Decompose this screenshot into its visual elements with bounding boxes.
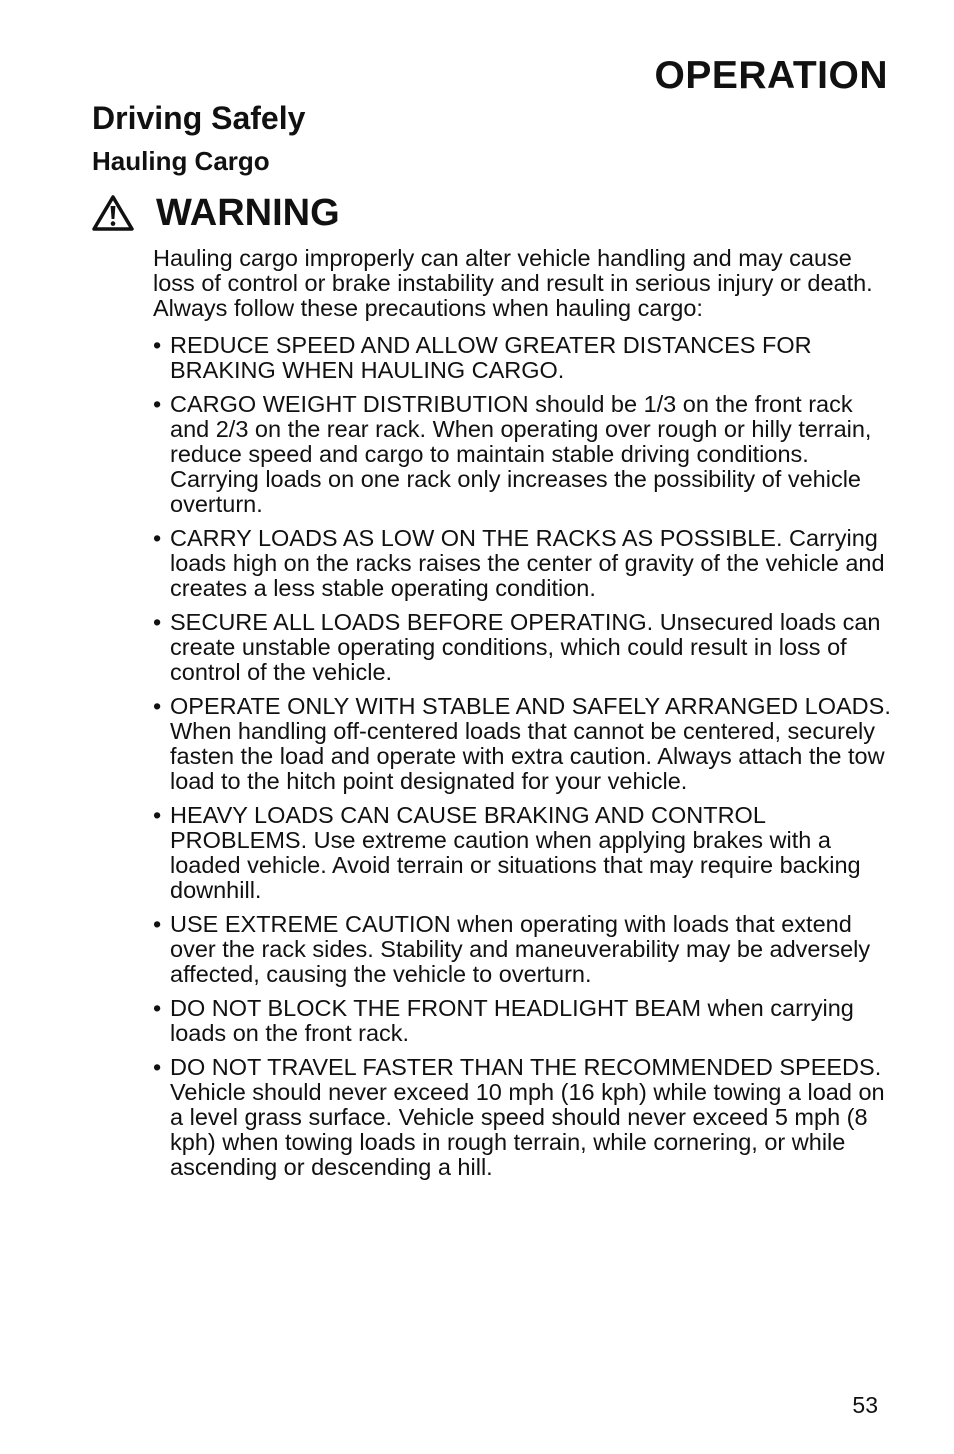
list-item bbox=[153, 803, 893, 903]
bullet: • bbox=[153, 693, 162, 719]
list-item-text: OPERATE ONLY WITH STABLE AND SAFELY ARRANGED LOADS. When handling off-centered loads that cannot be centered, securely fasten the load and operate with extra caution. Always attach the tow load to the hitch point designated for your vehicle. bbox=[170, 693, 891, 794]
bullet: • bbox=[153, 332, 162, 358]
list-item-text: CARGO WEIGHT DISTRIBUTION should be 1/3 on the front rack and 2/3 on the rear rack. When operating over rough or hilly terrain, reduce speed and cargo to maintain stable driving conditions. Carrying loads on one rack only increases the possibility of vehicle overturn. bbox=[170, 391, 872, 517]
bullet: • bbox=[153, 802, 162, 828]
warning-body bbox=[153, 246, 893, 1189]
bullet: • bbox=[153, 995, 162, 1021]
list-item-text: CARRY LOADS AS LOW ON THE RACKS AS POSSIBLE. Carrying loads high on the racks raises the center of gravity of the vehicle and creates a less stable operating condition. bbox=[170, 525, 885, 601]
list-item bbox=[153, 1055, 893, 1180]
subsection-title: Hauling Cargo bbox=[92, 146, 270, 176]
page-number: 53 bbox=[852, 1392, 878, 1418]
list-item bbox=[153, 694, 893, 794]
section-title: Driving Safely bbox=[92, 100, 306, 136]
bullet: • bbox=[153, 391, 162, 417]
list-item bbox=[153, 333, 893, 383]
list-item bbox=[153, 526, 893, 601]
list-item-text: USE EXTREME CAUTION when operating with loads that extend over the rack sides. Stability and maneuverability may be adversely affected, causing the vehicle to overturn. bbox=[170, 911, 871, 987]
list-item-text: DO NOT TRAVEL FASTER THAN THE RECOMMENDED SPEEDS. Vehicle should never exceed 10 mph (16 kph) while towing a load on a level grass surface. Vehicle speed should never exceed 5 mph (8 kph) when towing loads in rough terrain, while cornering, or while ascending or descending a hill. bbox=[170, 1054, 885, 1180]
list-item bbox=[153, 996, 893, 1046]
bullet: • bbox=[153, 609, 162, 635]
chapter-title: OPERATION bbox=[654, 54, 888, 97]
list-item bbox=[153, 392, 893, 517]
bullet: • bbox=[153, 525, 162, 551]
bullet: • bbox=[153, 1054, 162, 1080]
list-item-text: DO NOT BLOCK THE FRONT HEADLIGHT BEAM when carrying loads on the front rack. bbox=[170, 995, 854, 1046]
bullet: • bbox=[153, 911, 162, 937]
precaution-list bbox=[153, 333, 893, 1180]
list-item bbox=[153, 912, 893, 987]
list-item bbox=[153, 610, 893, 685]
warning-header bbox=[92, 194, 340, 232]
warning-title: WARNING bbox=[156, 192, 340, 234]
warning-triangle-icon bbox=[92, 195, 134, 231]
warning-intro: Hauling cargo improperly can alter vehicle handling and may cause loss of control or brake instability and result in serious injury or death. Always follow these precautions when hauling cargo: bbox=[153, 245, 873, 321]
list-item-text: HEAVY LOADS CAN CAUSE BRAKING AND CONTROL PROBLEMS. Use extreme caution when applying brakes with a loaded vehicle. Avoid terrain or situations that may require backing downhill. bbox=[170, 802, 861, 903]
list-item-text: REDUCE SPEED AND ALLOW GREATER DISTANCES FOR BRAKING WHEN HAULING CARGO. bbox=[170, 332, 812, 383]
list-item-text: SECURE ALL LOADS BEFORE OPERATING. Unsecured loads can create unstable operating conditions, which could result in loss of control of the vehicle. bbox=[170, 609, 881, 685]
